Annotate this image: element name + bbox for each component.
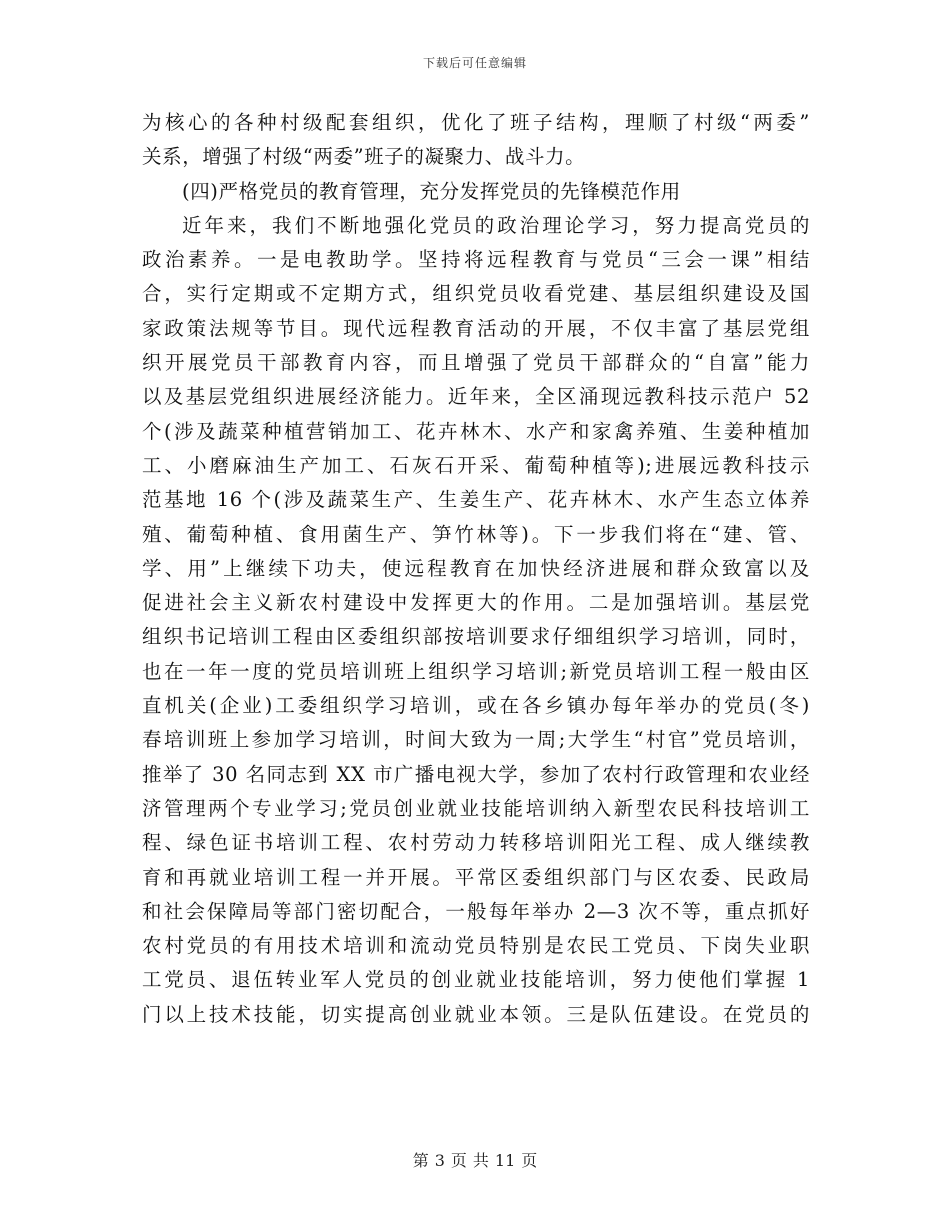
text-line: 农村党员的有用技术培训和流动党员特别是农民工党员、下岗失业职: [142, 934, 810, 958]
document-body: [142, 106, 810, 1032]
text-line: 直机关(企业)工委组织学习培训，或在各乡镇办每年举办的党员(冬): [142, 694, 810, 718]
text-line: 推举了 30 名同志到 XX 市广播电视大学，参加了农村行政管理和农业经: [142, 762, 810, 786]
text-line: 合，实行定期或不定期方式，组织党员收看党建、基层组织建设及国: [142, 282, 810, 306]
text-line: 也在一年一度的党员培训班上组织学习培训;新党员培训工程一般由区: [142, 659, 810, 683]
header-note: 下载后可任意编辑: [422, 56, 527, 70]
text-line: 程、绿色证书培训工程、农村劳动力转移培训阳光工程、成人继续教: [142, 831, 810, 855]
footer-suffix: 页: [521, 1151, 538, 1170]
footer-prefix: 第: [412, 1151, 429, 1170]
text-line: 促进社会主义新农村建设中发挥更大的作用。二是加强培训。基层党: [142, 591, 810, 615]
text-line: 育和再就业培训工程一并开展。平常区委组织部门与区农委、民政局: [142, 865, 810, 889]
total-page-count: 11: [494, 1151, 516, 1170]
text-line: 个(涉及蔬菜种植营销加工、花卉林木、水产和家禽养殖、生姜种植加: [142, 419, 810, 443]
section-heading: (四)严格党员的教育管理，充分发挥党员的先锋模范作用: [182, 179, 681, 203]
text-line: 工、小磨麻油生产加工、石灰石开采、葡萄种植等);进展远教科技示: [142, 453, 810, 477]
text-line: 关系，增强了村级“两委”班子的凝聚力、战斗力。: [142, 145, 586, 169]
text-line: 工党员、退伍转业军人党员的创业就业技能培训，努力使他们掌握 1: [142, 968, 810, 992]
text-line: 组织书记培训工程由区委组织部按培训要求仔细组织学习培训，同时，: [142, 625, 810, 649]
text-line: 以及基层党组织进展经济能力。近年来，全区涌现远教科技示范户 52: [142, 385, 810, 409]
text-line: 范基地 16 个(涉及蔬菜生产、生姜生产、花卉林木、水产生态立体养: [142, 488, 810, 512]
page-footer: [0, 1148, 950, 1171]
footer-total-label: 共: [472, 1151, 489, 1170]
text-line: 春培训班上参加学习培训，时间大致为一周;大学生“村官”党员培训，: [142, 728, 810, 752]
text-line: 和社会保障局等部门密切配合，一般每年举办 2—3 次不等，重点抓好: [142, 899, 810, 923]
text-line: 济管理两个专业学习;党员创业就业技能培训纳入新型农民科技培训工: [142, 796, 810, 820]
text-line: 为核心的各种村级配套组织，优化了班子结构，理顺了村级“两委”: [142, 111, 810, 134]
current-page-number: 3: [434, 1151, 445, 1170]
footer-page-label: 页: [450, 1151, 467, 1170]
text-line: 近年来，我们不断地强化党员的政治理论学习，努力提高党员的: [182, 213, 810, 237]
text-line: 殖、葡萄种植、食用菌生产、笋竹林等)。下一步我们将在“建、管、: [142, 522, 810, 546]
text-line: 学、用”上继续下功夫，使远程教育在加快经济进展和群众致富以及: [142, 556, 810, 580]
text-line: 政治素养。一是电教助学。坚持将远程教育与党员“三会一课”相结: [142, 248, 810, 272]
text-line: 门以上技术技能，切实提高创业就业本领。三是队伍建设。在党员的: [142, 1002, 810, 1026]
text-line: 织开展党员干部教育内容，而且增强了党员干部群众的“自富”能力: [142, 351, 810, 375]
text-line: 家政策法规等节目。现代远程教育活动的开展，不仅丰富了基层党组: [142, 316, 810, 340]
